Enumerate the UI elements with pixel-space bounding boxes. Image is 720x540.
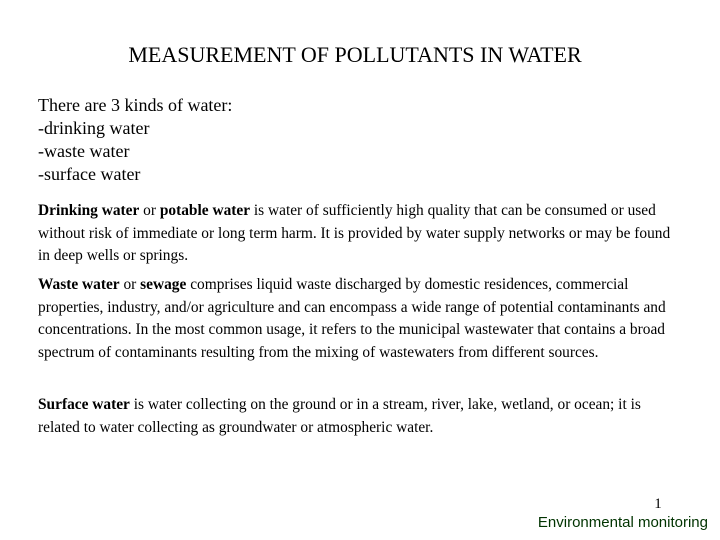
list-item-surface-water: -surface water [38, 164, 141, 184]
water-kinds-list [38, 94, 232, 186]
joiner-text: or [119, 276, 141, 293]
slide-title: MEASUREMENT OF POLLUTANTS IN WATER [128, 42, 582, 67]
term-surface-water: Surface water [38, 396, 130, 413]
slide-number: 1 [654, 496, 662, 512]
joiner-text: or [139, 202, 160, 219]
list-item-drinking-water: -drinking water [38, 118, 150, 138]
term-sewage: sewage [140, 276, 187, 293]
surface-water-definition: is water collecting on the ground or in a stream, river, lake, wetland, or ocean; it is related to water collecting as groundwater or atmospheric water. [38, 396, 641, 436]
surface-water-paragraph [38, 394, 678, 439]
footer-text: Environmental monitoring [537, 514, 708, 531]
term-potable-water: potable water [159, 202, 251, 219]
drinking-water-definition: is water of sufficiently high quality that can be consumed or used without risk of immediate or long term harm. It is provided by water supply networks or may be found in deep wells or springs. [38, 202, 671, 265]
term-waste-water: Waste water [38, 276, 120, 293]
waste-water-definition: comprises liquid waste discharged by domestic residences, commercial properties, industry, and/or agriculture and can encompass a wide range of potential contaminants and concentrations. In the most common usage, it refers to the municipal wastewater that contains a broad spectrum of contaminants resulting from the mixing of wastewaters from different sources. [38, 276, 666, 361]
drinking-water-paragraph [38, 200, 678, 268]
term-drinking-water: Drinking water [38, 202, 140, 219]
list-item-waste-water: -waste water [38, 141, 130, 161]
waste-water-paragraph [38, 274, 678, 364]
water-kinds-heading: There are 3 kinds of water: [38, 95, 233, 115]
